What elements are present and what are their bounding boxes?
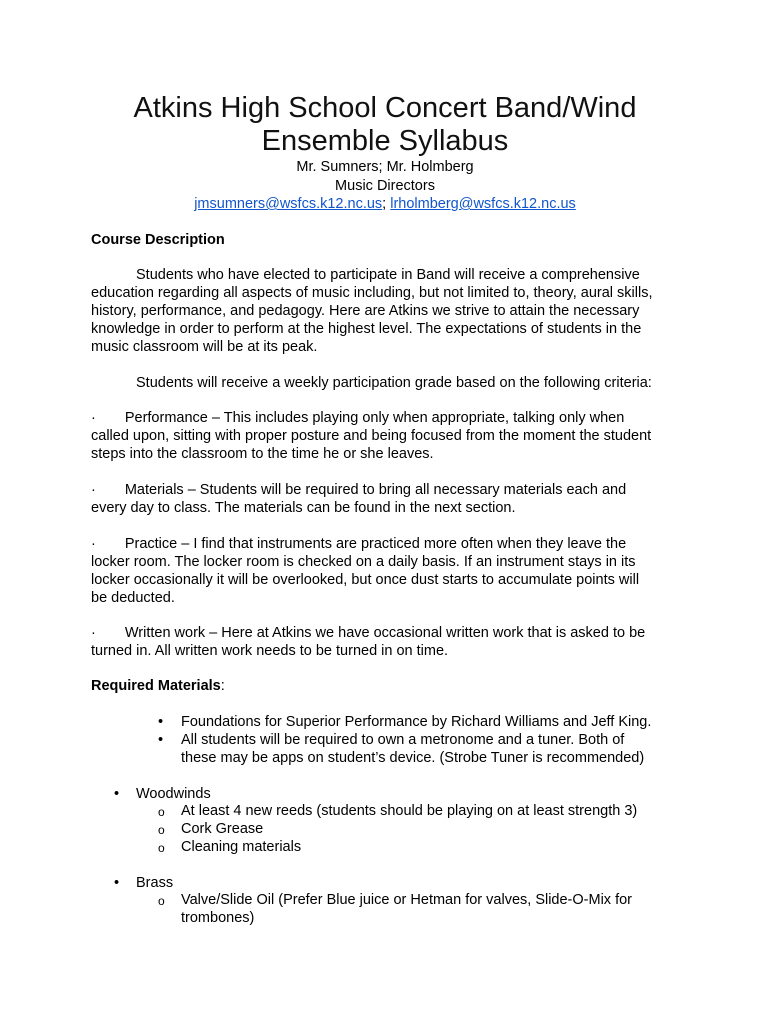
material-item: All students will be required to own a metronome and a tuner. Both of bbox=[181, 732, 625, 748]
woodwinds-item: At least 4 new reeds (students should be playing on at least strength 3) bbox=[181, 803, 638, 819]
required-materials-heading: Required Materials: bbox=[91, 678, 225, 694]
intro-line: knowledge in order to perform at the highest level. The expectations of students in the bbox=[91, 321, 642, 337]
criteria-marker: · bbox=[91, 625, 96, 641]
circle-bullet-icon: o bbox=[158, 823, 165, 837]
course-description-heading: Course Description bbox=[91, 232, 225, 248]
email-link-holmberg[interactable]: lrholmberg@wsfcs.k12.nc.us bbox=[390, 196, 576, 212]
criteria-first-line: · Materials – Students will be required to bring all necessary materials each and bbox=[91, 482, 627, 498]
criteria-first-line: · Practice – I find that instruments are practiced more often when they leave the bbox=[91, 536, 627, 552]
intro-line: history, performance, and pedagogy. Here are Atkins we strive to attain the necessary bbox=[91, 303, 640, 319]
directors-role: Music Directors bbox=[335, 178, 435, 194]
brass-label: Brass bbox=[136, 875, 174, 891]
email-separator: ; bbox=[382, 196, 387, 212]
criteria-marker: · bbox=[91, 410, 96, 426]
intro-line: music classroom will be at its peak. bbox=[91, 339, 318, 355]
criteria-practice: · Practice – I find that instruments are practiced more often when they leave the locker room. The locker room is checked on a daily basis. If an instrument stays in its locker occasionally it will be overlooked, but once dust starts to accumulate points will be deducted. bbox=[91, 535, 691, 607]
intro-line: Students who have elected to participate in Band will receive a comprehensive bbox=[136, 267, 640, 283]
bullet-icon: • bbox=[158, 732, 164, 748]
course-intro-paragraph bbox=[91, 266, 691, 356]
criteria-marker: · bbox=[91, 482, 96, 498]
material-item-continued: these may be apps on student’s device. (Strobe Tuner is recommended) bbox=[181, 750, 645, 766]
bullet-icon: • bbox=[114, 786, 120, 802]
woodwinds-item: Cork Grease bbox=[181, 821, 264, 837]
title-line-1: Atkins High School Concert Band/Wind bbox=[133, 92, 637, 124]
criteria-performance: · Performance – This includes playing only when appropriate, talking only when called upon, sitting with proper posture and being focused from the moment the student steps into the classroom to the time he or she leaves. bbox=[91, 409, 691, 463]
contact-emails bbox=[0, 195, 770, 213]
document-title bbox=[0, 92, 770, 158]
directors-names: Mr. Sumners; Mr. Holmberg bbox=[296, 159, 474, 175]
circle-bullet-icon: o bbox=[158, 841, 165, 855]
criteria-marker: · bbox=[91, 536, 96, 552]
criteria-first-line: · Performance – This includes playing only when appropriate, talking only when bbox=[91, 410, 625, 426]
criteria-first-line: · Written work – Here at Atkins we have occasional written work that is asked to be bbox=[91, 625, 646, 641]
criteria-written-work: · Written work – Here at Atkins we have occasional written work that is asked to be turned in. All written work needs to be turned in on time. bbox=[91, 624, 691, 660]
bullet-icon: • bbox=[158, 714, 164, 730]
woodwinds-item: Cleaning materials bbox=[181, 839, 302, 855]
email-link-sumners[interactable]: jmsumners@wsfcs.k12.nc.us bbox=[194, 196, 383, 212]
material-item: Foundations for Superior Performance by Richard Williams and Jeff King. bbox=[181, 714, 652, 730]
criteria-materials: · Materials – Students will be required to bring all necessary materials each and every day to class. The materials can be found in the next section. bbox=[91, 481, 691, 517]
brass-item-continued: trombones) bbox=[181, 910, 255, 926]
title-line-2: Ensemble Syllabus bbox=[261, 125, 509, 157]
bullet-icon: • bbox=[114, 875, 120, 891]
circle-bullet-icon: o bbox=[158, 805, 165, 819]
circle-bullet-icon: o bbox=[158, 894, 165, 908]
criteria-intro: Students will receive a weekly participation grade based on the following criteria: bbox=[136, 375, 652, 391]
intro-line: education regarding all aspects of music including, but not limited to, theory, aural skills, bbox=[91, 285, 653, 301]
woodwinds-label: Woodwinds bbox=[136, 786, 211, 802]
brass-item: Valve/Slide Oil (Prefer Blue juice or Hetman for valves, Slide-O-Mix for bbox=[181, 892, 632, 908]
